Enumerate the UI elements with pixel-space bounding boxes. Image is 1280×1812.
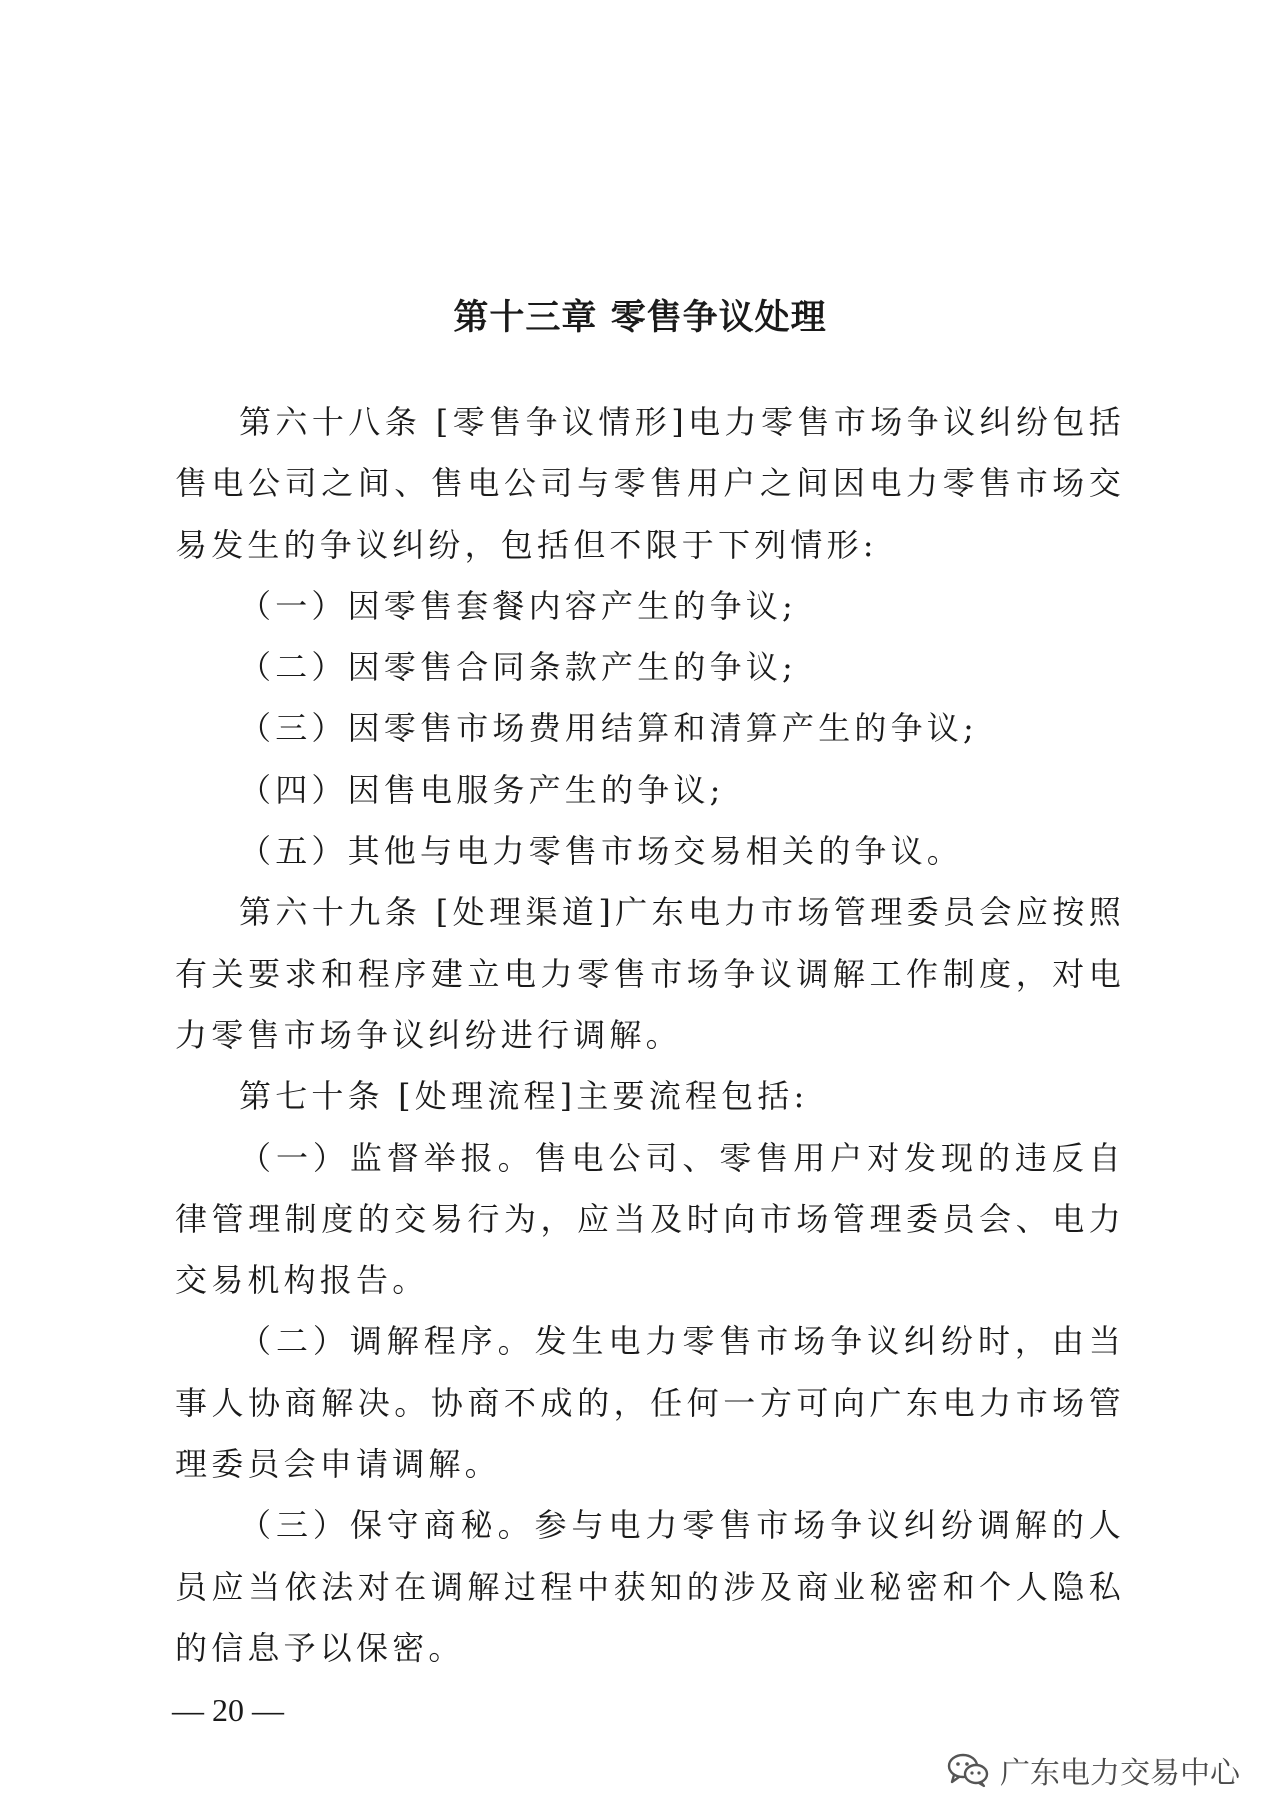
wechat-icon <box>946 1752 990 1788</box>
article-70-item-1: （一）监督举报。售电公司、零售用户对发现的违反自律管理制度的交易行为，应当及时向市场管理委员会、电力交易机构报告。 <box>175 1138 1125 1300</box>
page-number: — 20 — <box>172 1692 284 1728</box>
article-70-item-2: （二）调解程序。发生电力零售市场争议纠纷时，由当事人协商解决。协商不成的，任何一方可向广东电力市场管理委员会申请调解。 <box>175 1322 1125 1484</box>
watermark-text: 广东电力交易中心 <box>1000 1756 1240 1791</box>
article-68-item-3: （三）因零售市场费用结算和清算产生的争议; <box>239 709 978 748</box>
article-68-item-4: （四）因售电服务产生的争议; <box>239 770 725 809</box>
article-70: 第七十条 [处理流程]主要流程包括: <box>239 1077 809 1116</box>
article-68: 第六十八条 [零售争议情形]电力零售市场争议纠纷包括售电公司之间、售电公司与零售用户之间因电力零售市场交易发生的争议纠纷，包括但不限于下列情形: <box>175 403 1125 564</box>
article-68-item-2: （二）因零售合同条款产生的争议; <box>239 648 797 687</box>
chapter-title: 第十三章 零售争议处理 <box>453 298 827 338</box>
article-68-item-1: （一）因零售套餐内容产生的争议; <box>239 586 797 625</box>
article-69: 第六十九条 [处理渠道]广东电力市场管理委员会应按照有关要求和程序建立电力零售市场争议调解工作制度，对电力零售市场争议纠纷进行调解。 <box>175 893 1125 1054</box>
watermark <box>946 1748 1240 1792</box>
article-68-item-5: （五）其他与电力零售市场交易相关的争议。 <box>239 832 964 871</box>
article-70-item-3: （三）保守商秘。参与电力零售市场争议纠纷调解的人员应当依法对在调解过程中获知的涉及商业秘密和个人隐私的信息予以保密。 <box>175 1506 1125 1667</box>
document-body <box>175 392 1125 1679</box>
